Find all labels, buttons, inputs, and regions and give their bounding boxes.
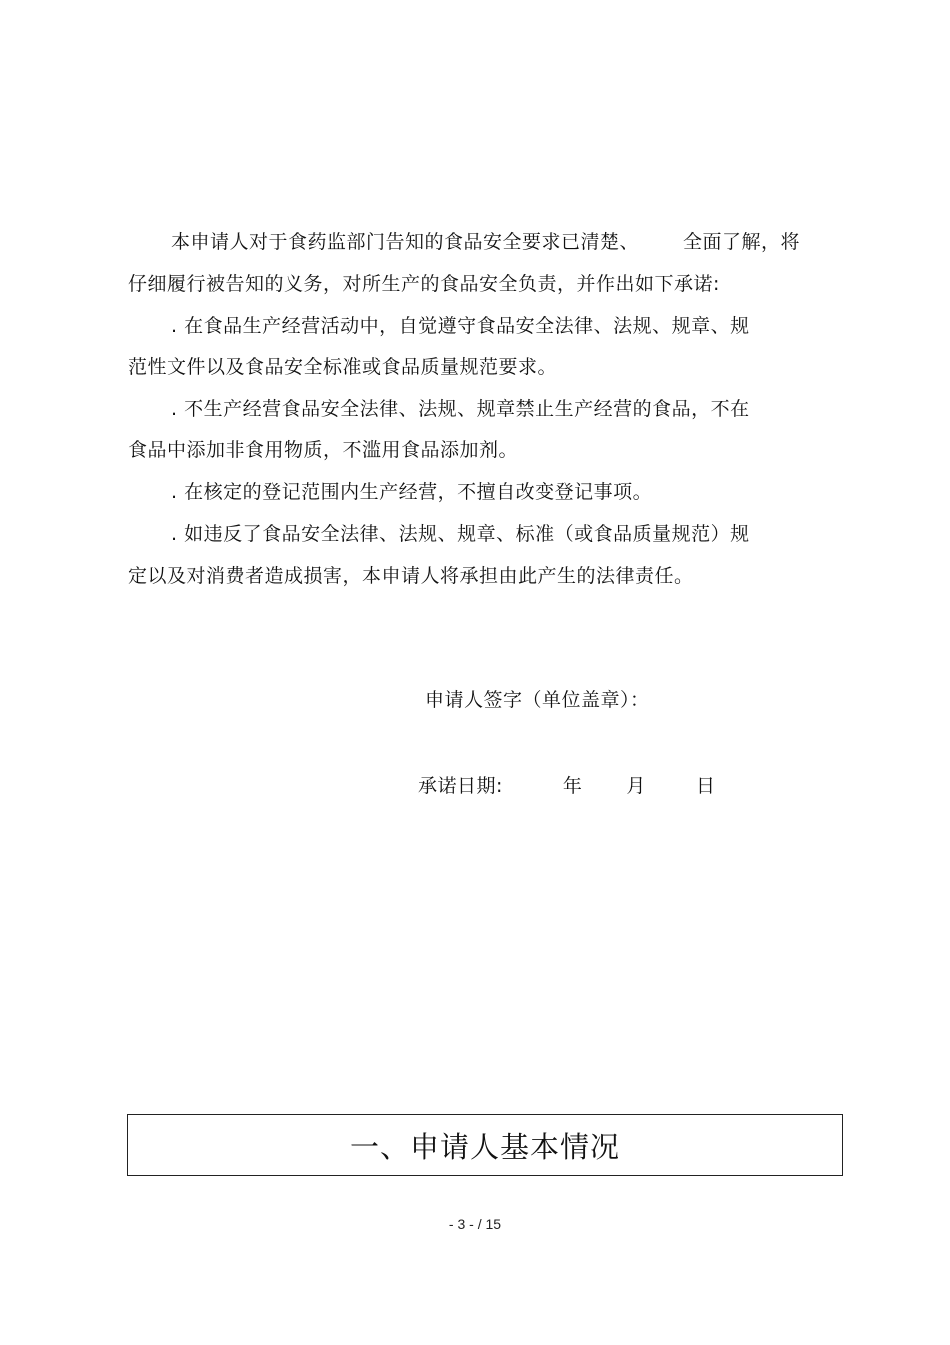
- commitment-item-3-line-1: . 在核定的登记范围内生产经营，不擅自改变登记事项。: [171, 481, 653, 503]
- date-day: 日: [695, 775, 716, 797]
- commitment-item-2-line-1: . 不生产经营食品安全法律、法规、规章禁止生产经营的食品，不在: [171, 398, 750, 420]
- commitment-item-1-line-2: 范性文件以及食品安全标准或食品质量规范要求。: [128, 356, 558, 378]
- commitment-item-2-line-2: 食品中添加非食用物质，不滥用食品添加剂。: [128, 439, 519, 461]
- page-number: - 3 - / 15: [448, 1216, 502, 1232]
- commitment-item-4-line-1: . 如违反了食品安全法律、法规、规章、标准（或食品质量规范）规: [171, 523, 750, 545]
- commitment-intro-line-1: [171, 230, 800, 254]
- section-title: 一、申请人基本情况: [349, 1129, 620, 1164]
- commitment-date: [418, 774, 715, 798]
- date-label: 承诺日期:: [418, 775, 503, 797]
- commitment-intro-line-2: 仔细履行被告知的义务，对所生产的食品安全负责，并作出如下承诺:: [128, 273, 720, 295]
- section-heading-box: [127, 1114, 843, 1176]
- commitment-item-4-line-2: 定以及对消费者造成损害，本申请人将承担由此产生的法律责任。: [128, 565, 694, 587]
- commitment-intro-part-2: 全面了解，将: [683, 231, 801, 253]
- signature-label: 申请人签字（单位盖章）：: [425, 689, 650, 711]
- date-month: 月: [626, 775, 646, 797]
- commitment-item-1-line-1: . 在食品生产经营活动中，自觉遵守食品安全法律、法规、规章、规: [171, 315, 750, 337]
- commitment-intro-part-1: 本申请人对于食药监部门告知的食品安全要求已清楚、: [171, 231, 640, 253]
- date-year: 年: [562, 775, 583, 797]
